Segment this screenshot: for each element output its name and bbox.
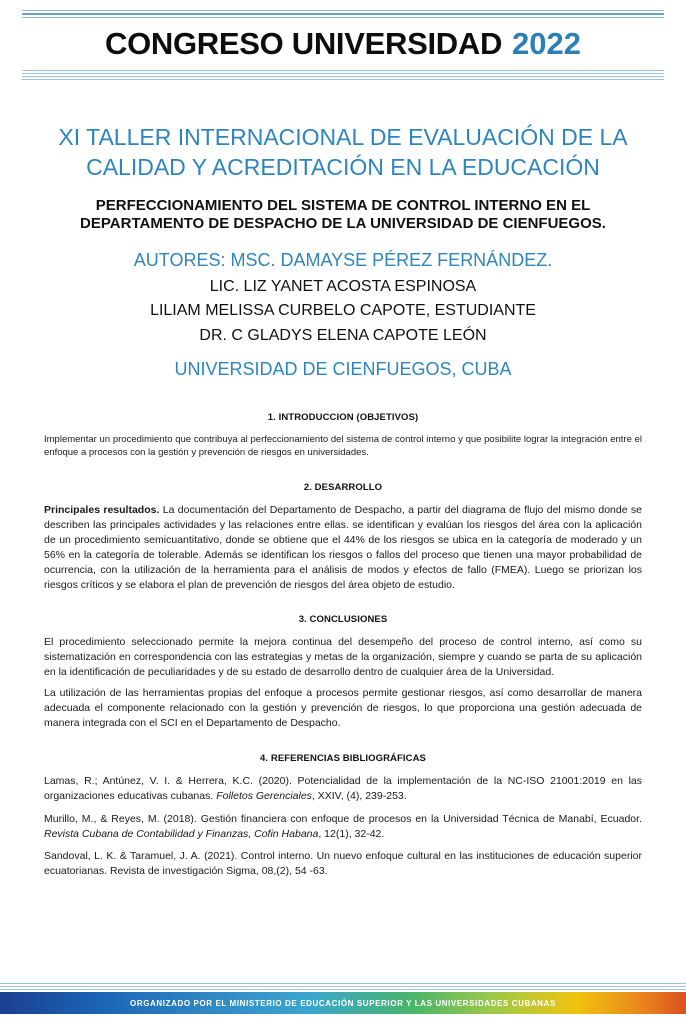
workshop-title: XI TALLER INTERNACIONAL DE EVALUACIÓN DE LA CALIDAD Y ACREDITACIÓN EN LA EDUCACIÓN xyxy=(58,124,628,181)
congress-title: CONGRESO UNIVERSIDAD xyxy=(104,26,503,61)
reference-source: Folletos Gerenciales xyxy=(216,789,312,802)
author-line-4: DR. C GLADYS ELENA CAPOTE LEÓN xyxy=(199,327,487,345)
section-heading-introduccion: 1. INTRODUCCION (OBJETIVOS) xyxy=(267,412,419,423)
header-rule xyxy=(22,17,664,18)
footer-rule xyxy=(0,983,686,984)
section-heading-referencias: 4. REFERENCIAS BIBLIOGRÁFICAS xyxy=(260,752,426,764)
footer-organizer-text: ORGANIZADO POR EL MINISTERIO DE EDUCACIÓN SUPERIOR Y LAS UNIVERSIDADES CUBANAS xyxy=(130,998,556,1008)
brand-row xyxy=(22,20,664,70)
header-top-rules xyxy=(22,10,664,18)
header-rule xyxy=(22,70,664,71)
header-rule xyxy=(22,10,664,11)
header-rule xyxy=(22,73,664,74)
congress-year: 2022 xyxy=(512,26,581,61)
header-rule xyxy=(22,79,664,80)
section-heading-desarrollo: 2. DESARROLLO xyxy=(303,481,383,493)
reference-detail: , XXIV, (4), 239-253. xyxy=(311,789,407,802)
header-rule xyxy=(22,76,664,77)
header-rule xyxy=(22,13,664,15)
poster-footer xyxy=(0,983,686,1024)
reference-detail: , 12(1), 32-42. xyxy=(318,827,385,840)
author-line-1: AUTORES: MSC. DAMAYSE PÉREZ FERNÁNDEZ. xyxy=(133,249,553,270)
authors-block xyxy=(44,247,642,349)
paper-title: PERFECCIONAMIENTO DEL SISTEMA DE CONTROL INTERNO EN EL DEPARTAMENTO DE DESPACHO DE LA UNIVERSIDAD DE CIENFUEGOS. xyxy=(80,196,606,232)
desarrollo-text xyxy=(44,503,642,592)
desarrollo-lead: Principales resultados. xyxy=(44,503,160,516)
reference-item xyxy=(44,774,642,804)
footer-gradient-bar xyxy=(0,992,686,1014)
reference-source: Revista Cubana de Contabilidad y Finanzas, Cofin Habana xyxy=(44,827,319,840)
reference-text: Lamas, R.; Antúnez, V. I. & Herrera, K.C. (2020). Potencialidad de la implementación de la NC-ISO 21001:2019 en las organizaciones educativas cubanas. xyxy=(44,774,642,802)
conclusiones-paragraph-2: La utilización de las herramientas propias del enfoque a procesos permite gestionar riesgos, así como desarrollar de manera adecuada el componente relacionado con la gestión y prevención de riesgos, lo que proporciona una gestión adecuada de manera integrada con el SCI en el Departamento de Despacho. xyxy=(44,687,642,729)
desarrollo-body: La documentación del Departamento de Despacho, a partir del diagrama de flujo del mismo donde se describen las principales actividades y las relaciones entre ellas. se identifican y evalúan los riesgos del área con la aplicación de un procedimiento semicuantitativo, donde se obtiene que el 44% de los riesgos se ubica en la categoría de moderado y un 56% en la categoría de tolerable. Además se identifican los riesgos o fallos del proceso que tienen una mayor probabilidad de ocurrencia, con la utilización de la herramienta para el análisis de modos y efectos de fallo (FMEA). Luego se priorizan los riesgos críticos y se elabora el plan de prevención de riesgos del área objeto de estudio. xyxy=(44,503,643,591)
references-list xyxy=(44,774,642,879)
reference-item xyxy=(44,812,642,842)
footer-rule xyxy=(0,989,686,990)
title-block xyxy=(0,122,686,380)
poster-header xyxy=(0,0,686,80)
conclusiones-paragraph-1: El procedimiento seleccionado permite la mejora continua del desempeño del proceso de control interno, así como su sistematización en correspondencia con las estrategias y metas de la organización, siempre y cuando se parta de su aplicación en la identificación de peculiaridades y de su estado de desarrollo dentro de cualquier área de la Universidad. xyxy=(44,636,642,679)
poster-body xyxy=(0,412,686,879)
reference-text: Murillo, M., & Reyes, M. (2018). Gestión financiera con enfoque de procesos en la Universidad Técnica de Manabí, Ecuador. xyxy=(44,812,642,825)
reference-item xyxy=(44,849,642,879)
reference-text: Sandoval, L. K. & Taramuel, J. A. (2021). Control interno. Un nuevo enfoque cultural en las instituciones de educación superior ecuatorianas. Revista de investigación Sigma, 08,(2), 54 -63. xyxy=(44,850,642,878)
footer-rule xyxy=(0,986,686,987)
section-heading-conclusiones: 3. CONCLUSIONES xyxy=(298,614,388,626)
footer-spacer xyxy=(0,1014,686,1024)
author-line-2: LIC. LIZ YANET ACOSTA ESPINOSA xyxy=(209,277,477,295)
footer-rules xyxy=(0,983,686,990)
affiliation: UNIVERSIDAD DE CIENFUEGOS, CUBA xyxy=(174,359,512,379)
author-line-3: LILIAM MELISSA CURBELO CAPOTE, ESTUDIANTE xyxy=(150,302,536,320)
header-bottom-rules xyxy=(22,70,664,80)
introduccion-text: Implementar un procedimiento que contribuya al perfeccionamiento del sistema de control interno y que posibilite lograr la integración entre el enfoque a procesos con la gestión y prevención de riesgos en universidades. xyxy=(44,434,642,459)
